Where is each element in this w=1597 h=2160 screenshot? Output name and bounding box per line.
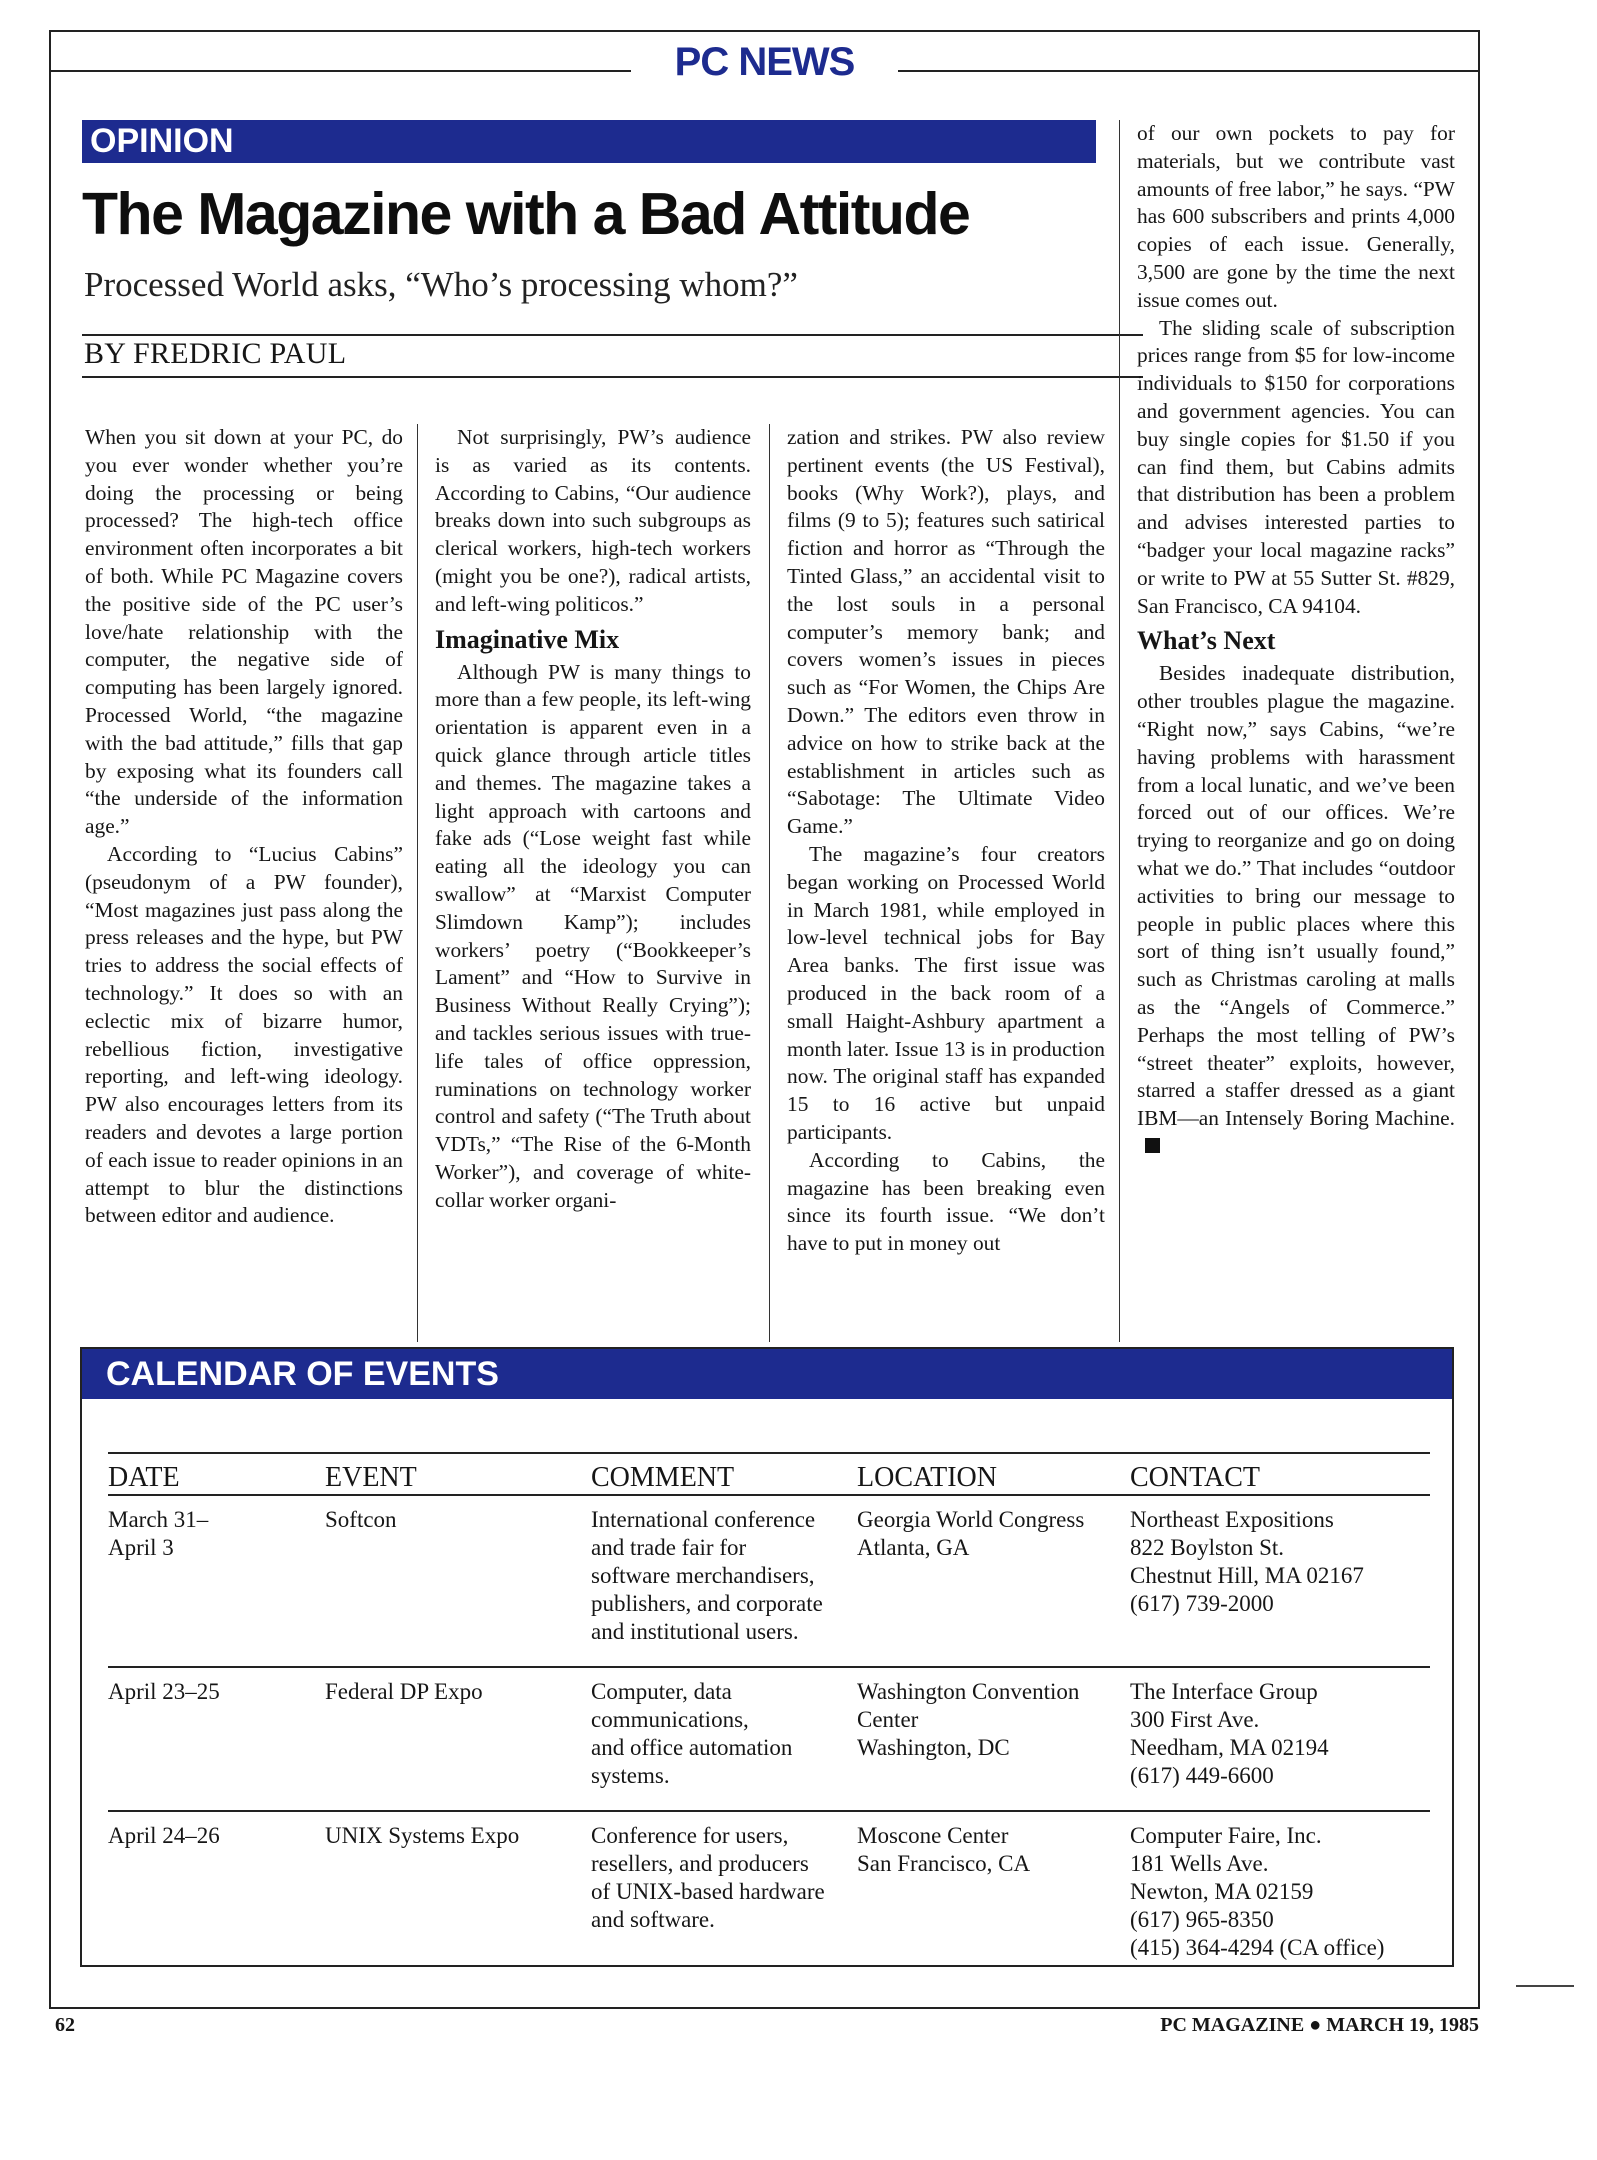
cell-event xyxy=(325,1667,591,1811)
deck: Processed World asks, “Who’s processing whom?” xyxy=(84,265,798,304)
comment-line: software merchandisers, xyxy=(591,1563,815,1588)
contact-line: 300 First Ave. xyxy=(1130,1707,1260,1732)
cell-location xyxy=(857,1811,1130,1982)
comment-line: systems. xyxy=(591,1763,670,1788)
comment-line: Computer, data xyxy=(591,1679,732,1704)
contact-line: The Interface Group xyxy=(1130,1679,1318,1704)
cell-contact xyxy=(1130,1811,1430,1982)
section-header xyxy=(51,40,1478,85)
col-header-contact: CONTACT xyxy=(1130,1453,1430,1495)
subhead-imaginative-mix: Imaginative Mix xyxy=(435,624,620,654)
location-line: Moscone Center xyxy=(857,1823,1009,1848)
section-label: PC NEWS xyxy=(665,40,865,85)
cell-event xyxy=(325,1495,591,1667)
category-banner: OPINION xyxy=(82,120,1096,163)
contact-line: Needham, MA 02194 xyxy=(1130,1735,1329,1760)
page-number: 62 xyxy=(55,2014,75,2036)
column-divider xyxy=(769,424,770,1342)
decorative-rule xyxy=(1516,1985,1574,1987)
event-line: Federal DP Expo xyxy=(325,1679,483,1704)
col-header-date: DATE xyxy=(108,1453,325,1495)
date-line: April 3 xyxy=(108,1535,174,1560)
header-rule-left xyxy=(51,70,631,72)
col-header-location: LOCATION xyxy=(857,1453,1130,1495)
article-column-2 xyxy=(435,424,751,1215)
paragraph: When you sit down at your PC, do you ever wonder whether you’re doing the processing or being processed? The high-tech office environment often incorporates a bit of both. While PC Magazine covers the positive side of the PC user’s love/hate relationship with the computer, the negative side of computing has been largely ignored. Processed World, “the magazine with the bad attitude,” fills that gap by exposing what its founders call “the underside of the information age.” xyxy=(85,425,403,839)
cell-date xyxy=(108,1495,325,1667)
col-header-comment: COMMENT xyxy=(591,1453,857,1495)
comment-line: and institutional users. xyxy=(591,1619,799,1644)
paragraph: Besides inadequate distribution, other troubles plague the magazine. “Right now,” says Cabins, “we’re having problems with harassment from a local lunatic, and we’ve been forced out of our offices. We’re trying to reorganize and go on doing what we do.” That includes “outdoor activities to bring our message to people in public places where this sort of thing isn’t usually found,” such as Christmas caroling at malls as the “Angels of Commerce.” Perhaps the most telling of PW’s “street theater” exploits, however, starred a staffer dressed as a giant IBM—an Intensely Boring Machine. xyxy=(1137,661,1455,1131)
paragraph: The sliding scale of subscription prices range from $5 for low-income individuals to $150 for corporations and government agencies. You can buy single copies for $1.50 if you can find them, but Cabins admits that distribution has been a problem and advises interested parties to “badger your local magazine racks” or write to PW at 55 Sutter St. #829, San Francisco, CA 94104. xyxy=(1137,315,1455,618)
column-divider xyxy=(417,424,418,1342)
publication-footer: PC MAGAZINE ● MARCH 19, 1985 xyxy=(1160,2014,1479,2036)
cell-contact xyxy=(1130,1495,1430,1667)
comment-line: and trade fair for xyxy=(591,1535,747,1560)
comment-line: Conference for users, xyxy=(591,1823,789,1848)
comment-line: and software. xyxy=(591,1907,715,1932)
byline: BY FREDRIC PAUL xyxy=(84,337,347,370)
event-line: UNIX Systems Expo xyxy=(325,1823,520,1848)
event-line: Softcon xyxy=(325,1507,397,1532)
comment-line: and office automation xyxy=(591,1735,793,1760)
contact-line: (617) 449-6600 xyxy=(1130,1763,1274,1788)
date-line: April 24–26 xyxy=(108,1823,220,1848)
cell-location xyxy=(857,1667,1130,1811)
contact-line: (617) 739-2000 xyxy=(1130,1591,1274,1616)
contact-line: 822 Boylston St. xyxy=(1130,1535,1285,1560)
cell-comment xyxy=(591,1667,857,1811)
table-row xyxy=(108,1811,1430,1982)
location-line: Atlanta, GA xyxy=(857,1535,970,1560)
end-of-story-mark xyxy=(1145,1138,1160,1153)
cell-location xyxy=(857,1495,1130,1667)
article-column-1 xyxy=(85,424,403,1230)
paragraph: zation and strikes. PW also review pertinent events (the US Festival), books (Why Work?), plays, and films (9 to 5); features such satirical fiction and horror as “Through the Tinted Glass,” an accidental visit to the lost souls in a personal computer’s memory bank; and covers women’s issues in pieces such as “For Women, the Chips Are Down.” The editors even throw in advice on how to strike back at the establishment in articles such as “Sabotage: The Ultimate Video Game.” xyxy=(787,425,1105,839)
calendar-title: CALENDAR OF EVENTS xyxy=(82,1349,1452,1399)
byline-rule-bottom xyxy=(82,376,1143,378)
calendar-of-events xyxy=(80,1347,1454,1967)
comment-line: publishers, and corporate xyxy=(591,1591,823,1616)
comment-line: communications, xyxy=(591,1707,749,1732)
column-divider xyxy=(1119,120,1120,1342)
location-line: Georgia World Congress xyxy=(857,1507,1085,1532)
comment-line: resellers, and producers xyxy=(591,1851,809,1876)
table-header-row xyxy=(108,1453,1430,1495)
location-line: Washington, DC xyxy=(857,1735,1010,1760)
article-column-4 xyxy=(1137,120,1455,1161)
location-line: San Francisco, CA xyxy=(857,1851,1031,1876)
location-line: Washington Convention xyxy=(857,1679,1080,1704)
cell-event xyxy=(325,1811,591,1982)
paragraph: According to “Lucius Cabins” (pseudonym of a PW founder), “Most magazines just pass along the press releases and the hype, but PW tries to address the social effects of technology.” It does so with an eclectic mix of bizarre humor, rebellious fiction, investigative reporting, and left-wing ideology. PW also encourages letters from its readers and devotes a large portion of each issue to reader opinions in an attempt to blur the distinctions between editor and audience. xyxy=(85,841,403,1228)
contact-line: Newton, MA 02159 xyxy=(1130,1879,1314,1904)
events-table-body xyxy=(108,1495,1430,1982)
article-column-3 xyxy=(787,424,1105,1258)
headline: The Magazine with a Bad Attitude xyxy=(82,181,970,247)
cell-contact xyxy=(1130,1667,1430,1811)
paragraph: According to Cabins, the magazine has been breaking even since its fourth issue. “We don’t have to put in money out xyxy=(787,1147,1105,1256)
byline-rule-top xyxy=(82,334,1143,336)
contact-line: Computer Faire, Inc. xyxy=(1130,1823,1322,1848)
contact-line: (617) 965-8350 xyxy=(1130,1907,1274,1932)
cell-date xyxy=(108,1811,325,1982)
contact-line: Chestnut Hill, MA 02167 xyxy=(1130,1563,1364,1588)
table-row xyxy=(108,1495,1430,1667)
events-table xyxy=(108,1452,1430,1982)
comment-line: International conference xyxy=(591,1507,816,1532)
subhead-whats-next: What’s Next xyxy=(1137,626,1276,656)
cell-comment xyxy=(591,1495,857,1667)
date-line: March 31– xyxy=(108,1507,209,1532)
paragraph: Although PW is many things to more than a few people, its left-wing orientation is apparent even in a quick glance through article titles and themes. The magazine takes a light approach with cartoons and fake ads (“Lose weight fast while eating all the ideology you can swallow” at “Marxist Computer Slimdown Kamp”); includes workers’ poetry (“Bookkeeper’s Lament” and “How to Survive in Business Without Really Crying”); and tackles serious issues with true-life tales of office oppression, ruminations on technology worker control and safety (“The Truth about VDTs,” “The Rise of the 6-Month Worker”), and coverage of white-collar worker organi- xyxy=(435,659,751,1212)
paragraph: Not surprisingly, PW’s audience is as varied as its contents. According to Cabins, “Our audience breaks down into such subgroups as clerical workers, high-tech workers (might you be one?), radical artists, and left-wing politicos.” xyxy=(435,425,751,616)
contact-line: (415) 364-4294 (CA office) xyxy=(1130,1935,1385,1960)
cell-comment xyxy=(591,1811,857,1982)
contact-line: 181 Wells Ave. xyxy=(1130,1851,1269,1876)
table-row xyxy=(108,1667,1430,1811)
header-rule-right xyxy=(898,70,1478,72)
col-header-event: EVENT xyxy=(325,1453,591,1495)
cell-date xyxy=(108,1667,325,1811)
comment-line: of UNIX-based hardware xyxy=(591,1879,825,1904)
date-line: April 23–25 xyxy=(108,1679,220,1704)
paragraph-with-endmark xyxy=(1137,660,1455,1160)
contact-line: Northeast Expositions xyxy=(1130,1507,1334,1532)
location-line: Center xyxy=(857,1707,919,1732)
paragraph: of our own pockets to pay for materials, but we contribute vast amounts of free labor,” he says. “PW has 600 subscribers and prints 4,000 copies of each issue. Generally, 3,500 are gone by the time the next issue comes out. xyxy=(1137,121,1455,312)
paragraph: The magazine’s four creators began working on Processed World in March 1981, while employed in low-level technical jobs for Bay Area banks. The first issue was produced in the back room of a small Haight-Ashbury apartment a month later. Issue 13 is in production now. The original staff has expanded 15 to 16 active but unpaid participants. xyxy=(787,841,1105,1144)
